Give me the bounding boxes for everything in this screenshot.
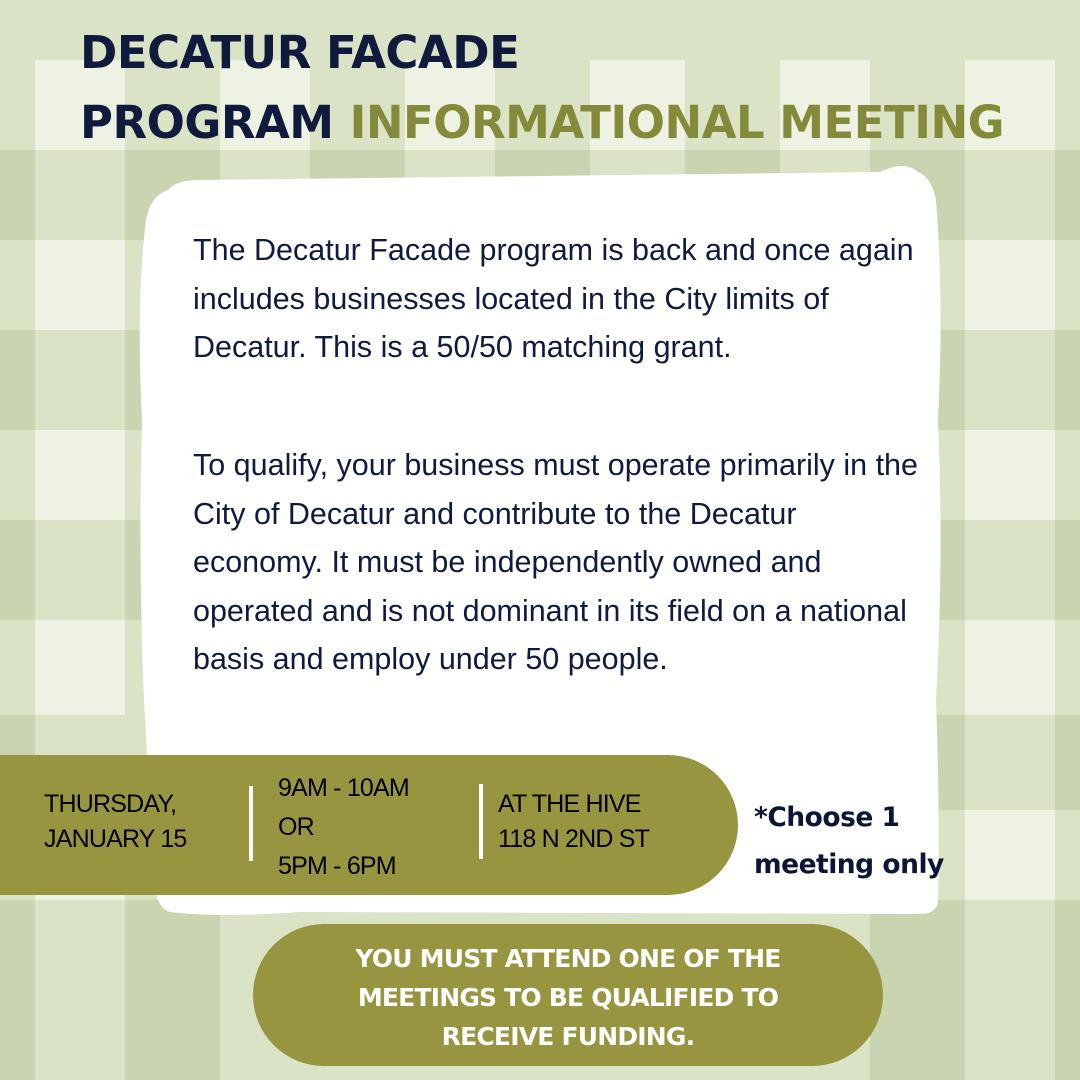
qualification-paragraph: To qualify, your business must operate primarily in the City of Decatur and contribute to the Decatur economy. It must be independently owned and operated and is not dominant in its field on a national basis and employ under 50 people. <box>193 448 918 676</box>
meeting-times <box>278 769 409 886</box>
meeting-date-text: JANUARY 15 <box>44 825 187 853</box>
title-program: PROGRAM <box>80 96 334 149</box>
requirement-text <box>263 939 873 1056</box>
requirement-line-3: RECEIVE FUNDING. <box>441 1022 695 1051</box>
title-decatur-facade: DECATUR FACADE <box>80 26 520 79</box>
meeting-time-1: 9AM - 10AM <box>278 774 409 802</box>
meeting-time-or: OR <box>278 813 314 841</box>
meeting-location <box>498 787 649 857</box>
divider-1 <box>249 786 253 861</box>
requirement-line-1: YOU MUST ATTEND ONE OF THE <box>355 944 781 973</box>
meeting-venue: AT THE HIVE <box>498 790 641 818</box>
requirement-line-2: MEETINGS TO BE QUALIFIED TO <box>357 983 779 1012</box>
meeting-day: THURSDAY, <box>44 790 177 818</box>
divider-2 <box>479 784 483 859</box>
choose-note-line-1: *Choose 1 <box>754 802 900 833</box>
choose-note <box>754 794 944 888</box>
description-paragraph: The Decatur Facade program is back and once again includes businesses located in the City limits of Decatur. This is a 50/50 matching grant. <box>193 233 914 364</box>
title-informational-meeting: INFORMATIONAL MEETING <box>349 96 1005 149</box>
meeting-address: 118 N 2ND ST <box>498 825 650 853</box>
choose-note-line-2: meeting only <box>754 849 944 880</box>
meeting-time-2: 5PM - 6PM <box>278 852 396 880</box>
meeting-date <box>44 787 187 857</box>
